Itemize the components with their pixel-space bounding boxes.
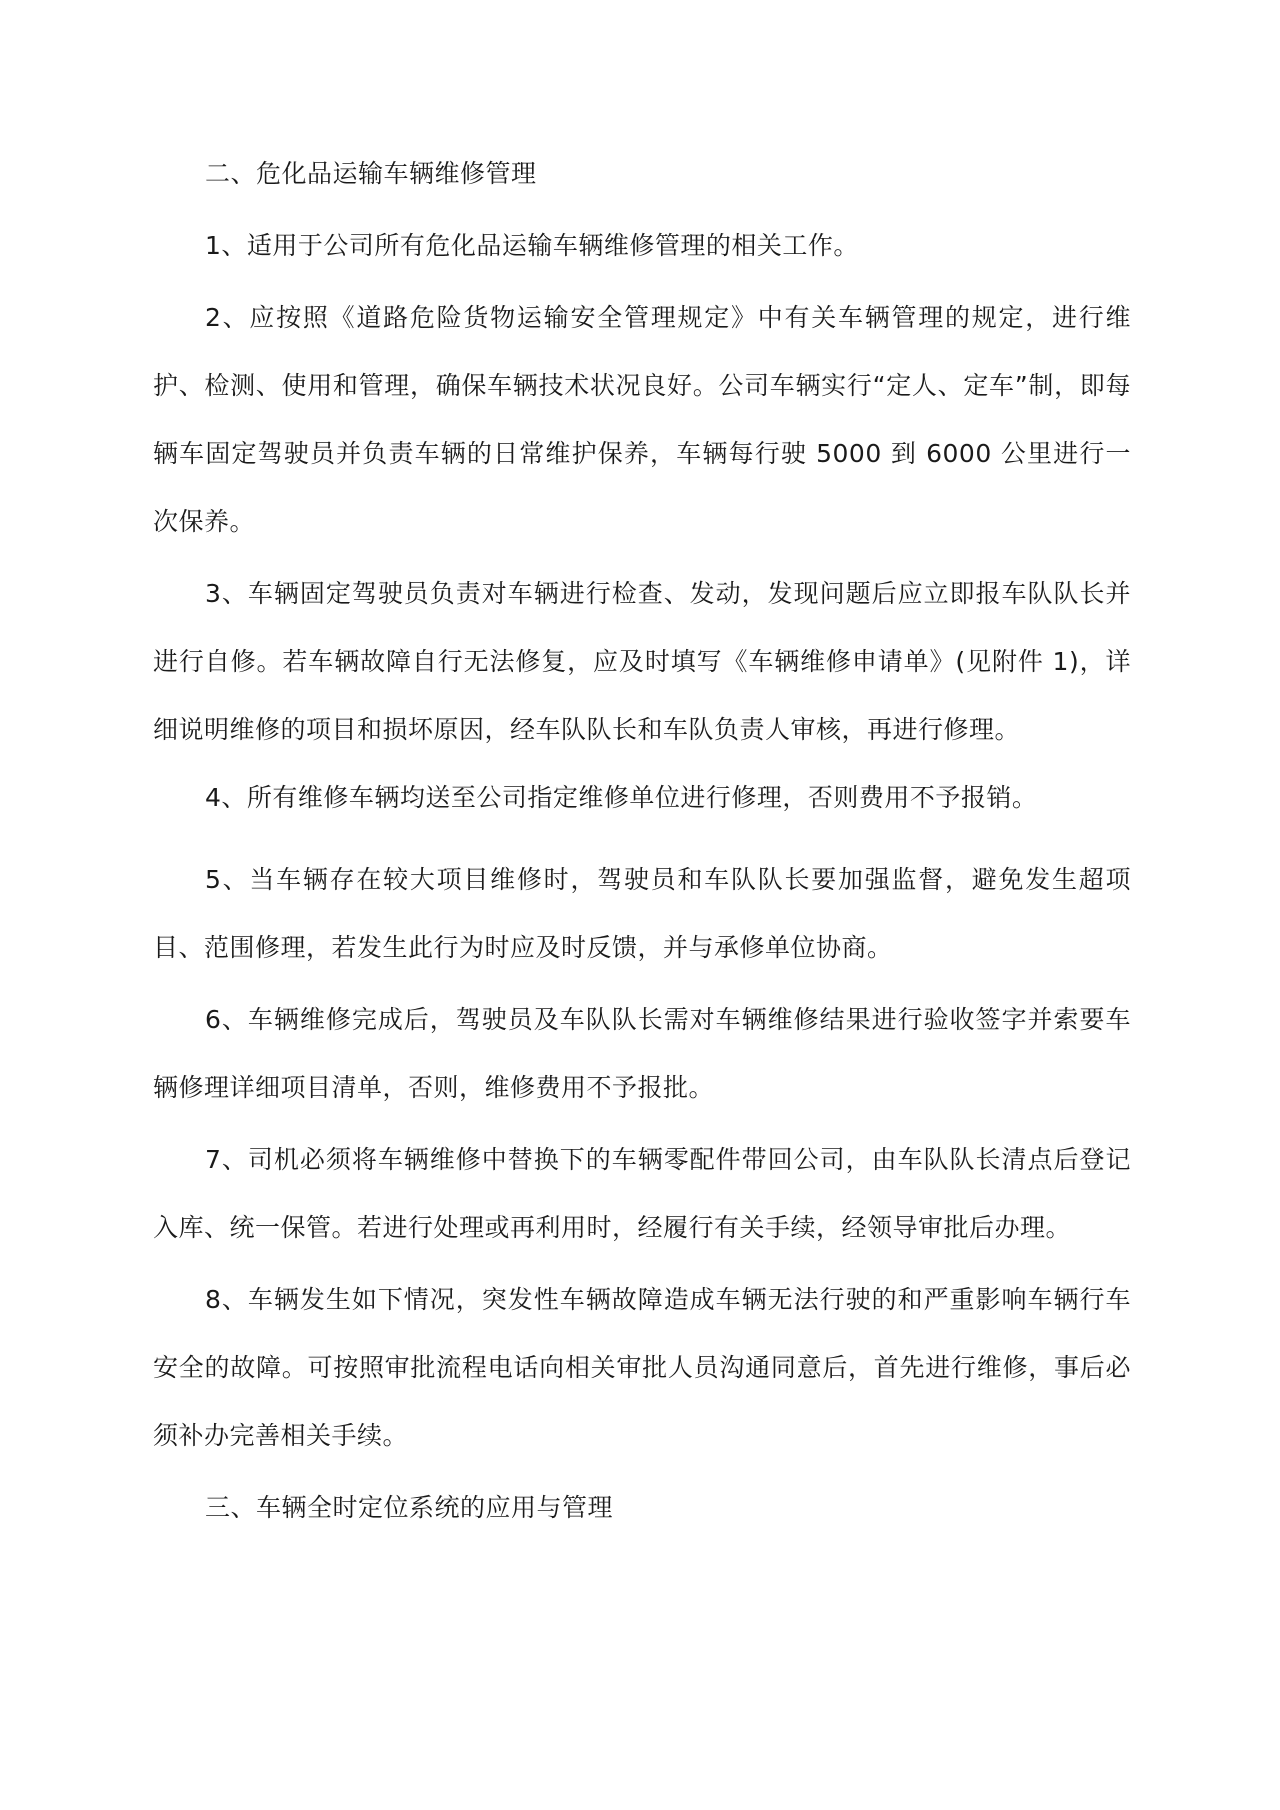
paragraph-item-3: 3、车辆固定驾驶员负责对车辆进行检查、发动，发现问题后应立即报车队队长并进行自修。若车辆故障自行无法修复，应及时填写《车辆维修申请单》(见附件 1)，详细说明维修的项目和损坏原因，经车队队长和车队负责人审核，再进行修理。 xyxy=(153,579,1131,744)
paragraph-item-5: 5、当车辆存在较大项目维修时，驾驶员和车队队长要加强监督，避免发生超项目、范围修理，若发生此行为时应及时反馈，并与承修单位协商。 xyxy=(153,865,1131,962)
paragraph-item-6: 6、车辆维修完成后，驾驶员及车队队长需对车辆维修结果进行验收签字并索要车辆修理详细项目清单，否则，维修费用不予报批。 xyxy=(153,1005,1131,1102)
paragraph-item-2: 2、应按照《道路危险货物运输安全管理规定》中有关车辆管理的规定，进行维护、检测、使用和管理，确保车辆技术状况良好。公司车辆实行“定人、定车”制，即每辆车固定驾驶员并负责车辆的日常维护保养，车辆每行驶 5000 到 6000 公里进行一次保养。 xyxy=(153,303,1131,536)
paragraph-item-8: 8、车辆发生如下情况，突发性车辆故障造成车辆无法行驶的和严重影响车辆行车安全的故障。可按照审批流程电话向相关审批人员沟通同意后，首先进行维修，事后必须补办完善相关手续。 xyxy=(153,1285,1131,1450)
paragraph-item-4: 4、所有维修车辆均送至公司指定维修单位进行修理，否则费用不予报销。 xyxy=(205,783,1038,812)
paragraph-item-7: 7、司机必须将车辆维修中替换下的车辆零配件带回公司，由车队队长清点后登记入库、统一保管。若进行处理或再利用时，经履行有关手续，经领导审批后办理。 xyxy=(153,1145,1131,1242)
section-heading-2: 二、危化品运输车辆维修管理 xyxy=(205,159,537,188)
document-body xyxy=(153,140,1131,1542)
section-heading-3: 三、车辆全时定位系统的应用与管理 xyxy=(205,1493,614,1522)
paragraph-item-1: 1、适用于公司所有危化品运输车辆维修管理的相关工作。 xyxy=(205,231,859,260)
